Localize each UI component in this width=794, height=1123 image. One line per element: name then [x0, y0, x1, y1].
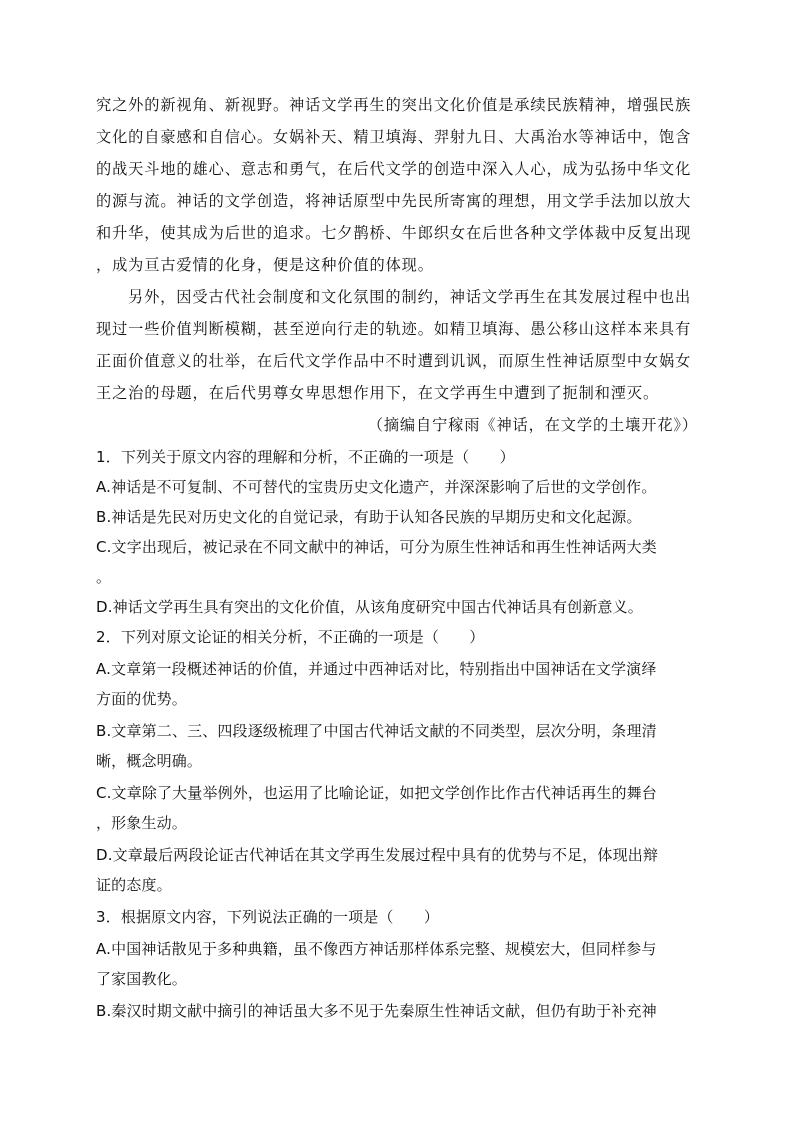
passage-line: 文化的自豪感和自信心。女娲补天、精卫填海、羿射九日、大禹治水等神话中，饱含 — [96, 128, 692, 146]
question-1-option-c: C.文字出现后，被记录在不同文献中的神话，可分为原生性神话和再生性神话两大类 — [96, 538, 657, 556]
question-1-option-b: B.神话是先民对历史文化的自觉记录，有助于认知各民族的早期历史和文化起源。 — [96, 508, 642, 526]
passage-line: 王之治的母题，在后代男尊女卑思想作用下，在文学再生中遭到了扼制和湮灭。 — [96, 384, 660, 402]
passage-line: 和升华，使其成为后世的追求。七夕鹊桥、牛郎织女在后世各种文学体裁中反复出现 — [96, 224, 692, 242]
passage-source: （摘编自宁稼雨《神话，在文学的土壤开花》） — [367, 416, 698, 434]
passage-line: 的战天斗地的雄心、意志和勇气，在后代文学的创造中深入人心，成为弘扬中华文化 — [96, 160, 692, 178]
passage-paragraph-start: 另外，因受古代社会制度和文化氛围的制约，神话文学再生在其发展过程中也出 — [128, 288, 692, 306]
passage-line: 正面价值意义的壮举，在后代文学作品中不时遭到讥讽，而原生性神话原型中女娲女 — [96, 352, 692, 370]
question-3-stem: 3．根据原文内容，下列说法正确的一项是（ ） — [96, 908, 439, 926]
question-2-option-d: D.文章最后两段论证古代神话在其文学再生发展过程中具有的优势与不足，体现出辩 — [96, 846, 659, 864]
question-3-option-a-continued: 了家国教化。 — [96, 970, 187, 988]
question-1-option-c-continued: 。 — [96, 568, 112, 586]
question-3-option-b: B.秦汉时期文献中摘引的神话虽大多不见于先秦原生性神话文献，但仍有助于补充神 — [96, 1002, 657, 1020]
question-2-option-c: C.文章除了大量举例外，也运用了比喻论证，如把文学创作比作古代神话再生的舞台 — [96, 784, 657, 802]
question-2-stem: 2．下列对原文论证的相关分析，不正确的一项是（ ） — [96, 628, 485, 646]
passage-line: 现过一些价值判断模糊，甚至逆向行走的轨迹。如精卫填海、愚公移山这样本来具有 — [96, 320, 692, 338]
passage-line: 究之外的新视角、新视野。神话文学再生的突出文化价值是承续民族精神，增强民族 — [96, 96, 692, 114]
question-1-stem: 1．下列关于原文内容的理解和分析，不正确的一项是（ ） — [96, 448, 515, 466]
question-1-option-a: A.神话是不可复制、不可替代的宝贵历史文化遗产，并深深影响了后世的文学创作。 — [96, 478, 657, 496]
question-2-option-b-continued: 晰，概念明确。 — [96, 752, 203, 770]
question-2-option-d-continued: 证的态度。 — [96, 876, 172, 894]
question-2-option-a-continued: 方面的优势。 — [96, 690, 187, 708]
question-3-option-a: A.中国神话散见于多种典籍，虽不像西方神话那样体系完整、规模宏大，但同样参与 — [96, 940, 657, 958]
question-2-option-b: B.文章第二、三、四段逐级梳理了中国古代神话文献的不同类型，层次分明，条理清 — [96, 722, 657, 740]
passage-line: ，成为亘古爱情的化身，便是这种价值的体现。 — [96, 256, 434, 274]
question-2-option-a: A.文章第一段概述神话的价值，并通过中西神话对比，特别指出中国神话在文学演绎 — [96, 660, 657, 678]
question-2-option-c-continued: ，形象生动。 — [96, 814, 187, 832]
question-1-option-d: D.神话文学再生具有突出的文化价值，从该角度研究中国古代神话具有创新意义。 — [96, 598, 643, 616]
passage-line: 的源与流。神话的文学创造，将神话原型中先民所寄寓的理想，用文学手法加以放大 — [96, 192, 692, 210]
